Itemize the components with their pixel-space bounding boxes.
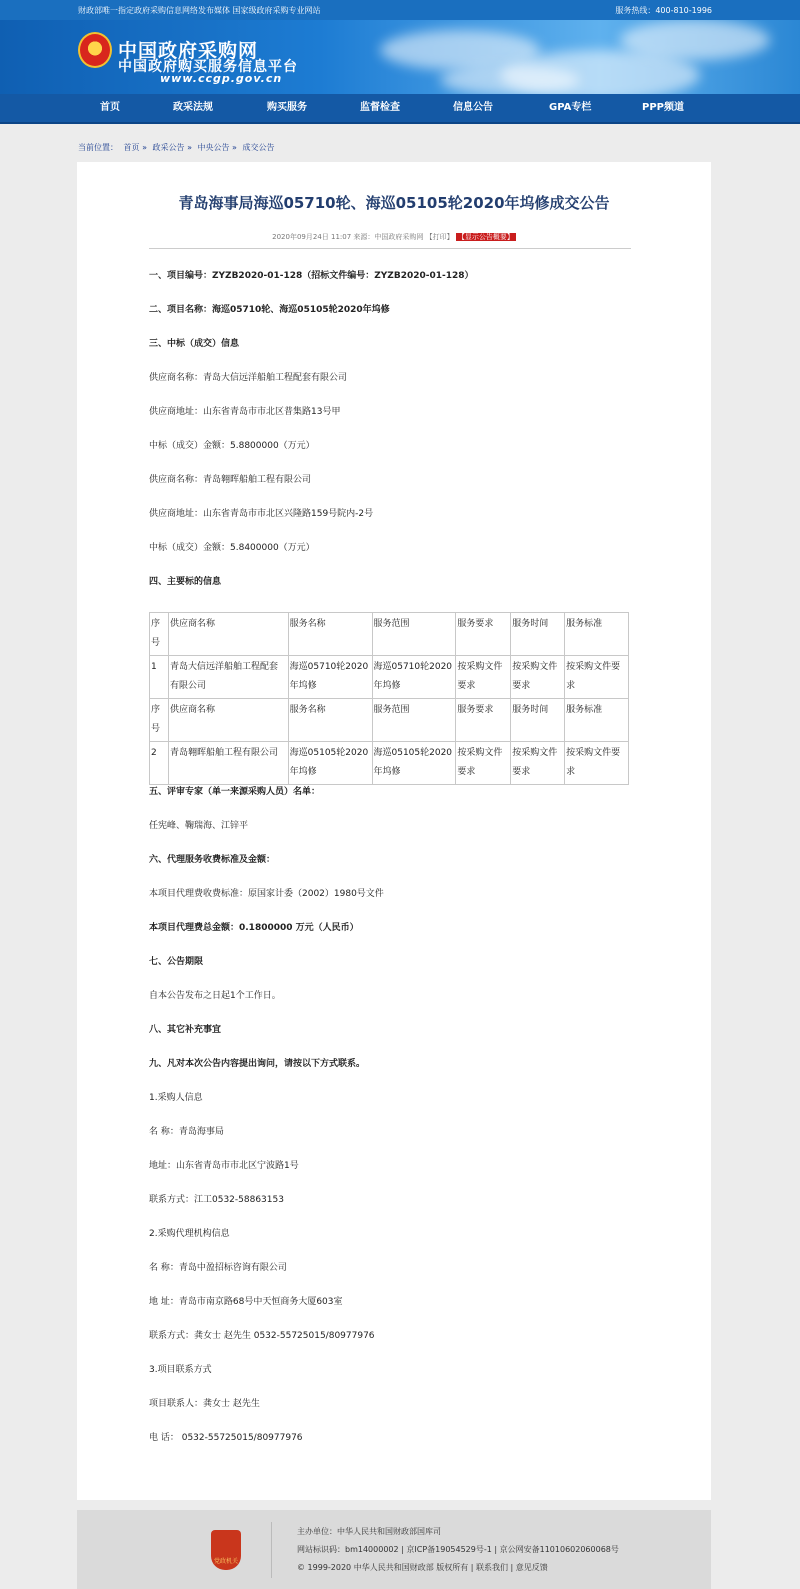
table-header-cell: 服务时间 — [511, 613, 565, 656]
section-main-items: 四、主要标的信息 — [149, 577, 222, 587]
table-cell: 海巡05710轮2020年坞修 — [372, 656, 456, 699]
article-title: 青岛海事局海巡05710轮、海巡05105轮2020年坞修成交公告 — [178, 194, 610, 212]
article-meta-text: 2020年09月24日 11:07 来源：中国政府采购网 【打印】 — [272, 233, 454, 241]
table-cell: 按采购文件要求 — [511, 742, 565, 785]
section-contact: 九、凡对本次公告内容提出询问，请按以下方式联系。 — [149, 1059, 366, 1069]
main-items-table — [149, 612, 629, 785]
table-cell: 海巡05105轮2020年坞修 — [288, 742, 372, 785]
table-cell: 按采购文件要求 — [456, 742, 511, 785]
article-meta — [77, 232, 711, 242]
purchaser-info-heading: 1.采购人信息 — [149, 1093, 203, 1103]
table-cell: 按采购文件要求 — [456, 656, 511, 699]
top-strip-slogan: 财政部唯一指定政府采购信息网络发布媒体 国家级政府采购专业网站 — [78, 5, 321, 15]
table-header-cell: 供应商名称 — [168, 613, 288, 656]
expert-names: 任宪峰、鞠瑞海、江锌平 — [149, 821, 249, 831]
table-header-cell: 序号 — [150, 699, 169, 742]
table-header-cell: 服务标准 — [565, 699, 629, 742]
table-cell: 海巡05710轮2020年坞修 — [288, 656, 372, 699]
table-cell: 按采购文件要求 — [565, 742, 629, 785]
service-hotline: 服务热线：400-810-1996 — [615, 5, 712, 15]
nav-home[interactable]: 首页 — [100, 102, 120, 113]
nav-regulations[interactable]: 政采法规 — [173, 102, 213, 113]
site-logo-url: www.ccgp.gov.cn — [160, 72, 283, 85]
article-card — [77, 162, 711, 1500]
purchaser-name: 名 称：青岛海事局 — [149, 1127, 224, 1137]
footer-divider — [271, 1522, 272, 1578]
table-cell: 青岛翱晖船舶工程有限公司 — [168, 742, 288, 785]
section-other-matters: 八、其它补充事宜 — [149, 1025, 222, 1035]
section-award-info: 三、中标（成交）信息 — [149, 339, 240, 349]
supplier-address-2: 供应商地址：山东省青岛市市北区兴隆路159号院内-2号 — [149, 509, 374, 519]
breadcrumb-current[interactable]: 成交公告 — [242, 143, 275, 152]
table-header-cell: 服务名称 — [288, 699, 372, 742]
table-header-cell: 服务范围 — [372, 699, 456, 742]
agency-address: 地 址：青岛市南京路68号中天恒商务大厦603室 — [149, 1297, 343, 1307]
supplier-address-1: 供应商地址：山东省青岛市市北区普集路13号甲 — [149, 407, 341, 417]
purchaser-address: 地址：山东省青岛市市北区宁波路1号 — [149, 1161, 299, 1171]
section-notice-period: 七、公告期限 — [149, 957, 204, 967]
table-cell: 按采购文件要求 — [565, 656, 629, 699]
agency-name: 名 称：青岛中盈招标咨询有限公司 — [149, 1263, 287, 1273]
nav-purchase-services[interactable]: 购买服务 — [267, 102, 307, 113]
breadcrumb-notices[interactable]: 政采公告 » — [152, 143, 192, 152]
nav-gpa[interactable]: GPA专栏 — [549, 102, 592, 113]
site-footer — [77, 1510, 711, 1589]
table-cell: 青岛大信远洋船舶工程配套有限公司 — [168, 656, 288, 699]
national-emblem-icon[interactable] — [78, 32, 112, 68]
table-header-row — [150, 613, 629, 656]
table-header-cell: 服务要求 — [456, 699, 511, 742]
award-amount-2: 中标（成交）金额：5.8400000（万元） — [149, 543, 315, 553]
site-banner — [0, 20, 800, 94]
table-cell: 1 — [150, 656, 169, 699]
table-row — [150, 742, 629, 785]
table-header-cell: 序号 — [150, 613, 169, 656]
footer-site-ids[interactable]: 网站标识码：bm14000002 | 京ICP备19054529号-1 | 京公网安备11010602060068号 — [297, 1545, 619, 1554]
badge-label: 党政机关 — [213, 1558, 238, 1565]
party-govt-badge-icon[interactable] — [211, 1530, 241, 1570]
agency-info-heading: 2.采购代理机构信息 — [149, 1229, 230, 1239]
table-cell: 2 — [150, 742, 169, 785]
notice-period-text: 自本公告发布之日起1个工作日。 — [149, 991, 281, 1001]
table-header-cell: 服务时间 — [511, 699, 565, 742]
breadcrumb-prefix: 当前位置： — [78, 143, 118, 152]
supplier-name-2: 供应商名称：青岛翱晖船舶工程有限公司 — [149, 475, 312, 485]
award-amount-1: 中标（成交）金额：5.8800000（万元） — [149, 441, 315, 451]
table-header-cell: 服务要求 — [456, 613, 511, 656]
project-contact-heading: 3.项目联系方式 — [149, 1365, 212, 1375]
purchaser-contact: 联系方式：江工0532-58863153 — [149, 1195, 284, 1205]
section-experts: 五、评审专家（单一来源采购人员）名单： — [149, 787, 321, 797]
agency-fee-standard: 本项目代理费收费标准：原国家计委（2002）1980号文件 — [149, 889, 384, 899]
nav-announcements[interactable]: 信息公告 — [453, 102, 493, 113]
title-divider — [149, 248, 631, 249]
top-strip — [0, 0, 800, 20]
main-nav — [0, 94, 800, 124]
footer-copyright[interactable]: © 1999-2020 中华人民共和国财政部 版权所有 | 联系我们 | 意见反馈 — [297, 1563, 548, 1572]
project-contact-phone: 电 话： 0532-55725015/80977976 — [149, 1433, 303, 1443]
site-logo-title[interactable]: 中国政府采购网 — [118, 40, 259, 62]
table-header-row — [150, 699, 629, 742]
show-summary-link[interactable]: 【显示公告概要】 — [457, 233, 514, 241]
table-cell: 海巡05105轮2020年坞修 — [372, 742, 456, 785]
breadcrumb-central[interactable]: 中央公告 » — [197, 143, 237, 152]
project-name: 二、项目名称：海巡05710轮、海巡05105轮2020年坞修 — [149, 305, 390, 315]
table-header-cell: 服务标准 — [565, 613, 629, 656]
nav-ppp[interactable]: PPP频道 — [642, 102, 684, 113]
table-row — [150, 656, 629, 699]
breadcrumb — [78, 142, 278, 153]
table-cell: 按采购文件要求 — [511, 656, 565, 699]
project-number: 一、项目编号：ZYZB2020-01-128（招标文件编号：ZYZB2020-01-128） — [149, 271, 474, 281]
nav-supervision[interactable]: 监督检查 — [360, 102, 400, 113]
project-contact-person: 项目联系人：龚女士 赵先生 — [149, 1399, 260, 1409]
table-header-cell: 服务范围 — [372, 613, 456, 656]
footer-sponsor: 主办单位：中华人民共和国财政部国库司 — [297, 1527, 441, 1536]
site-logo-subtitle: 中国政府购买服务信息平台 — [118, 59, 298, 75]
table-header-cell: 供应商名称 — [168, 699, 288, 742]
supplier-name-1: 供应商名称：青岛大信远洋船舶工程配套有限公司 — [149, 373, 348, 383]
table-header-cell: 服务名称 — [288, 613, 372, 656]
section-agency-fee: 六、代理服务收费标准及金额： — [149, 855, 276, 865]
breadcrumb-home[interactable]: 首页 » — [123, 143, 147, 152]
agency-contact: 联系方式：龚女士 赵先生 0532-55725015/80977976 — [149, 1331, 375, 1341]
agency-fee-total: 本项目代理费总金额：0.1800000 万元（人民币） — [149, 923, 359, 933]
